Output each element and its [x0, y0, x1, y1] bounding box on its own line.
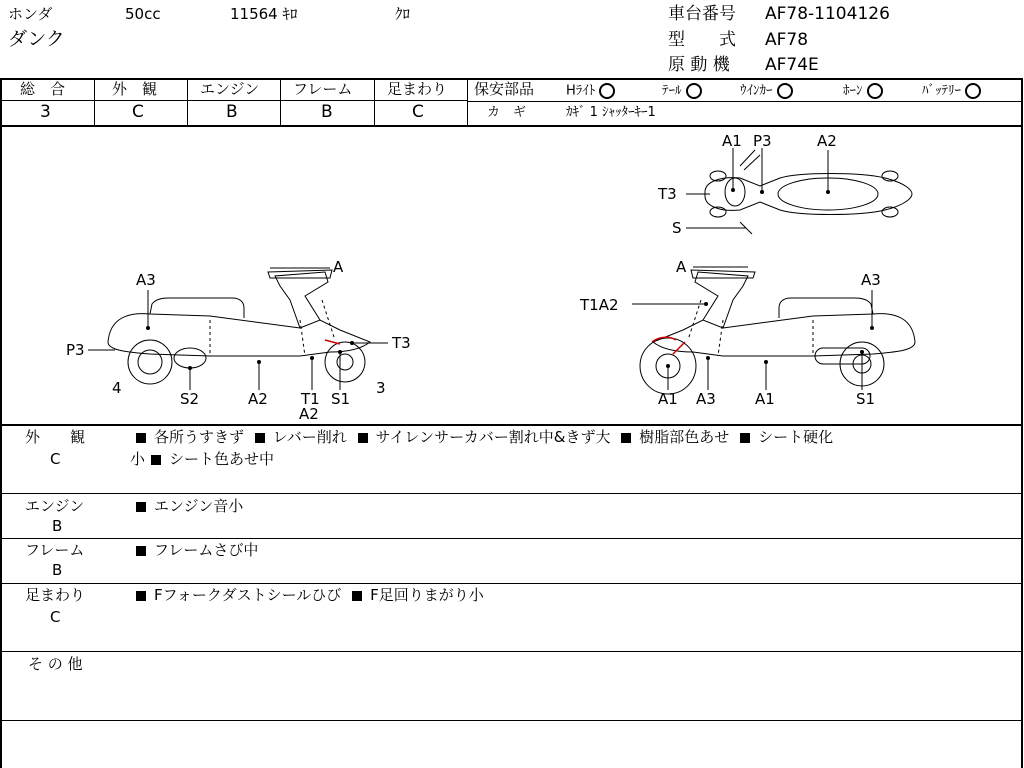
section-items-exterior-line2 — [130, 448, 274, 470]
grade-divider-1 — [94, 78, 95, 125]
diagram-label: A3 — [136, 271, 156, 289]
section-grade-suspension: C — [50, 608, 61, 626]
safety-item-label: ｳｲﾝｶｰ — [740, 83, 773, 99]
model-name: ダンク — [8, 28, 65, 50]
diagram-label: T3 — [658, 185, 677, 203]
type-value: AF78 — [765, 30, 809, 50]
grade-value-overall: 3 — [40, 102, 51, 122]
section-item: サイレンサーカバー割れ中&きず大 — [375, 428, 611, 446]
scooter-top-view — [705, 150, 912, 234]
grade-divider-3 — [280, 78, 281, 125]
diagram-label: P3 — [753, 132, 772, 150]
diagram-label: S2 — [180, 390, 200, 408]
bullet-square-icon — [740, 433, 750, 443]
grade-divider-2 — [187, 78, 188, 125]
grade-label-engine: エンジン — [200, 80, 260, 98]
diagram-label: A — [333, 258, 344, 276]
maker: ホンダ — [8, 5, 53, 23]
bullet-square-icon — [358, 433, 368, 443]
frame-no-label: 車台番号 — [668, 4, 736, 24]
bullet-square-icon — [352, 591, 362, 601]
diagram-label: A1 — [722, 132, 742, 150]
diagram-label: S — [672, 219, 682, 237]
mileage: 11564 ｷﾛ — [230, 5, 298, 23]
section-divider — [0, 651, 1023, 652]
diagram-label: S1 — [331, 390, 351, 408]
grade-value-exterior: C — [132, 102, 144, 122]
section-items-exterior — [130, 426, 833, 448]
frame-no: AF78-1104126 — [765, 4, 890, 24]
ok-circle-icon — [867, 83, 883, 99]
section-divider — [0, 493, 1023, 494]
type-label: 型 式 — [668, 30, 736, 50]
section-grade-engine: B — [52, 517, 63, 535]
bullet-square-icon — [136, 591, 146, 601]
section-items-engine — [130, 495, 243, 517]
grades-mid-line — [0, 100, 467, 101]
grade-value-frame: B — [321, 102, 333, 122]
grade-label-suspension: 足まわり — [387, 80, 448, 98]
diagram-label: A3 — [861, 271, 881, 289]
bullet-square-icon — [136, 546, 146, 556]
engine-label: 原 動 機 — [668, 55, 730, 75]
section-item: 小 — [130, 450, 146, 468]
safety-mid-line — [467, 101, 1022, 102]
safety-item-horn — [843, 83, 883, 99]
diagram-label: A1 — [658, 390, 678, 408]
color: ｸﾛ — [395, 5, 411, 23]
displacement: 50cc — [125, 5, 161, 23]
ok-circle-icon — [965, 83, 981, 99]
diagram-label: A2 — [248, 390, 268, 408]
grade-divider-4 — [374, 78, 375, 125]
section-item: シート色あせ中 — [169, 450, 275, 468]
ok-circle-icon — [777, 83, 793, 99]
diagram-label: 3 — [376, 379, 386, 397]
grade-label-frame: フレーム — [293, 80, 353, 98]
section-label-engine: エンジン — [25, 497, 85, 515]
bullet-square-icon — [136, 502, 146, 512]
grade-label-overall: 総 合 — [20, 80, 66, 98]
section-item: シート硬化 — [758, 428, 834, 446]
diagram-label: A3 — [696, 390, 716, 408]
ok-circle-icon — [599, 83, 615, 99]
diagram-label: 4 — [112, 379, 122, 397]
section-label-exterior: 外 観 — [25, 428, 86, 446]
bullet-square-icon — [136, 433, 146, 443]
bullet-square-icon — [255, 433, 265, 443]
safety-item-tail — [662, 83, 702, 99]
section-item: Fフォークダストシールひび — [154, 586, 342, 604]
section-item: F足回りまがり小 — [370, 586, 484, 604]
safety-item-label: ﾎｰﾝ — [843, 83, 863, 99]
section-grade-exterior: C — [50, 450, 61, 468]
key-label: カ ギ — [487, 105, 527, 120]
safety-item-label: ﾃｰﾙ — [662, 83, 682, 99]
bullet-square-icon — [151, 455, 161, 465]
section-label-suspension: 足まわり — [25, 586, 86, 604]
section-item: フレームさび中 — [154, 541, 259, 559]
bullet-square-icon — [621, 433, 631, 443]
safety-item-label: ﾊﾞｯﾃﾘｰ — [922, 83, 961, 99]
grade-value-suspension: C — [412, 102, 424, 122]
ok-circle-icon — [686, 83, 702, 99]
damage-diagram — [0, 126, 1022, 424]
section-label-frame: フレーム — [25, 541, 85, 559]
section-items-frame — [130, 539, 258, 561]
safety-item-headlight — [566, 83, 615, 99]
diagram-label: A2 — [817, 132, 837, 150]
key-value: ｶｷﾞ 1 ｼｬｯﾀｰｷｰ1 — [566, 105, 656, 120]
safety-label: 保安部品 — [474, 80, 535, 98]
diagram-label: P3 — [66, 341, 85, 359]
diagram-label: T1 — [301, 390, 320, 408]
diagram-label: A1 — [755, 390, 775, 408]
section-grade-frame: B — [52, 561, 63, 579]
section-item: エンジン音小 — [154, 497, 244, 515]
section-items-suspension — [130, 584, 484, 606]
section-item: 樹脂部色あせ — [639, 428, 730, 446]
safety-item-winker — [740, 83, 793, 99]
section-item: レバー削れ — [272, 428, 347, 446]
grade-label-exterior: 外 観 — [112, 80, 158, 98]
diagram-label: T1A2 — [580, 296, 619, 314]
section-label-other: そ の 他 — [28, 655, 83, 673]
section-divider — [0, 720, 1023, 721]
diagram-label: T3 — [392, 334, 411, 352]
diagram-label: A — [676, 258, 687, 276]
grade-value-engine: B — [226, 102, 238, 122]
section-item: 各所うすきず — [154, 428, 245, 446]
safety-item-label: Hﾗｲﾄ — [566, 83, 596, 99]
leader-lines — [88, 148, 872, 390]
safety-item-battery — [922, 83, 981, 99]
diagram-label: A2 — [299, 405, 319, 423]
engine-value: AF74E — [765, 55, 819, 75]
diagram-label: S1 — [856, 390, 876, 408]
grade-divider-5 — [467, 78, 468, 125]
